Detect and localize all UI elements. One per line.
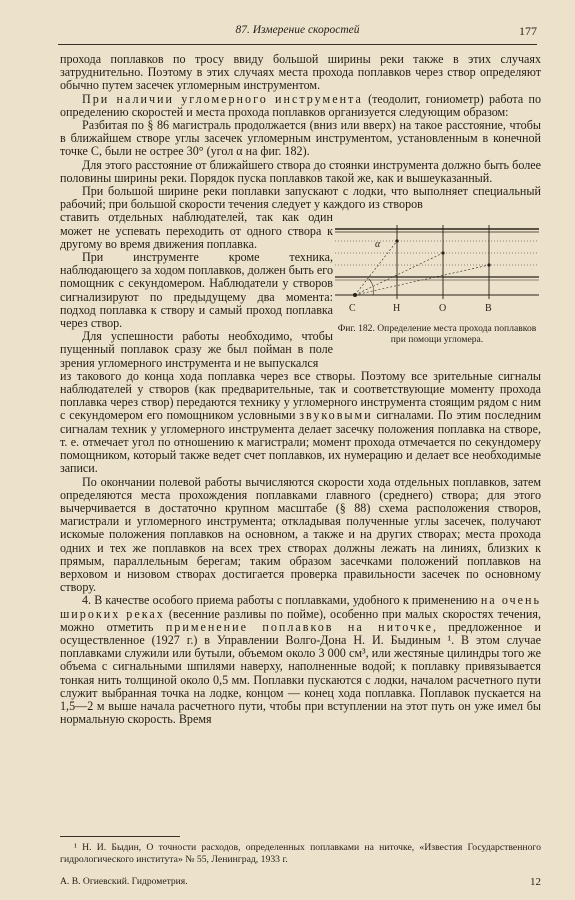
footnote: ¹ Н. И. Быдин, О точности расходов, определенных поплавками на ниточке, «Известия Государственного гидрологического института» № 55, Ленинград, 1933 г. (60, 842, 541, 865)
paragraph-9: 4. В качестве особого приема работы с поплавками, удобного к применению на очень широких реках (весенние разливы по пойме), особенно при малых скоростях течения, можно отметить применение поплавков на ниточке, предложенное и осуществленное (1927 г.) в Управлении Волго-Дона Н. И. Быдиным ¹. В этом случае поплавками служили или бутыли, объемом около 3 000 см³, или жестяные цилиндры того же объема с сигнальными шпилями наверху, наполненные водой; к поплавку привязывается тонкая нить толщиной около 0,5 мм. Поплавки пускаются с лодки, началом расчетного пути служит выбранная точка на лодке, концом — конец хода поплавка. Поплавок пускается на 1,5—2 м выше начала расчетного пути, чтобы при вступлении на этот путь он уже имел бы нормальную скорость. Время (60, 593, 542, 727)
sight-line-2 (355, 253, 443, 295)
page-footer (60, 876, 541, 887)
label-h: H (393, 303, 401, 315)
footnote-rule (60, 836, 180, 837)
label-b: В (485, 303, 492, 315)
left-column-text (60, 211, 333, 369)
footer-author: А. В. Огиевский. Гидрометрия. (60, 876, 188, 887)
figure-caption: Фиг. 182. Определение места прохода поплавков при помощи угломера. (337, 323, 537, 346)
paragraph-7-start: Для успешности работы необходимо, чтобы пущенный поплавок сразу же был пойман в поле зрения угломерного инструмента и не выпускался (60, 329, 333, 370)
paragraph-7-cont: из такового до конца хода поплавка через все створы. Поэтому все зрительные сигналы наблюдателей у створов (как предварительные, так и соответствующие моменту прохода поплавка через створ) передаются технику у угломерного инструмента стоящим рядом с ним с секундомером его помощником условными звуковыми сигналами. По этим последним сигналам техник у угломерного инструмента делает засечку положения поплавка на створе, т. е. отмечает угол по отношению к магистрали; момент прохода отмечается по секундомеру помощником, который также ведет счет поплавков, их нумерацию и делает все необходимые записи. (60, 368, 541, 476)
figure-182-diagram (333, 217, 541, 321)
instrument-point (353, 293, 357, 297)
label-c: C (349, 303, 356, 315)
figure-182 (333, 211, 541, 369)
paragraph-3: Разбитая по § 86 магистраль продолжается (вниз или вверх) на такое расстояние, чтобы в ближайшем створе углы засечек угломерным инструментом, установленным в конечной точке C, были не острее 30° (угол α на фиг. 182). (60, 118, 541, 159)
paragraph-1: прохода поплавков по тросу ввиду большой ширины реки также в этих случаях затруднительно. Поэтому в этих случаях места прохода поплавков через створ определяют обычно путем засечек угломерным инструментом. (60, 52, 541, 93)
running-header (58, 22, 537, 45)
paragraph-4: Для этого расстояние от ближайшего створа до стоянки инструмента должно быть более половины ширины реки. Порядок пуска поплавков такой же, как и вышеуказанный. (60, 157, 541, 185)
text-with-figure (60, 211, 541, 369)
label-o: О (439, 303, 447, 315)
spaced-heading: При наличии угломерного инструмента (82, 91, 363, 106)
section-title: 87. Измерение скоростей (235, 24, 360, 36)
main-text (60, 53, 541, 726)
label-alpha: α (375, 239, 381, 251)
angle-arc (369, 279, 373, 295)
paragraph-2: При наличии угломерного инструмента (теодолит, гониометр) работа по определению скоростей и места прохода поплавков организуется следующим образом: (60, 91, 541, 119)
page-number: 177 (519, 24, 537, 38)
paragraph-5-cont: ставить отдельных наблюдателей, так как один может не успевать переходить от одного створа к другому во время движения поплавка. (60, 210, 333, 251)
paragraph-6: При инструменте кроме техника, наблюдающего за ходом поплавков, должен быть его помощник с секундомером. Наблюдатели у створов сигнализируют по предыдущему два момента: подход поплавка к створу и самый проход поплавка через створ. (60, 250, 333, 331)
paragraph-5-top: При большой ширине реки поплавки запускают с лодки, что выполняет специальный рабочий; при большой скорости течения следует у каждого из створов (60, 184, 541, 212)
paragraph-8: По окончании полевой работы вычисляются скорости хода отдельных поплавков, затем определяются места прохождения поплавками главного (среднего) створа; для этого вычерчивается в достаточно крупном масштабе (§ 88) схема расположения створов, магистрали и угломерного инструмента; откладывая полученные углы засечек, получают искомые положения поплавков на основном, а также и на других створах; места прохода одних и тех же поплавков на всех трех створах должны лежать на линиях, близких к прямым, параллельным берегам; таким образом засечками положений поплавков на верховом и низовом створах достигается проверка правильности засечек по основному створу. (60, 474, 541, 595)
signature-number: 12 (530, 876, 541, 888)
